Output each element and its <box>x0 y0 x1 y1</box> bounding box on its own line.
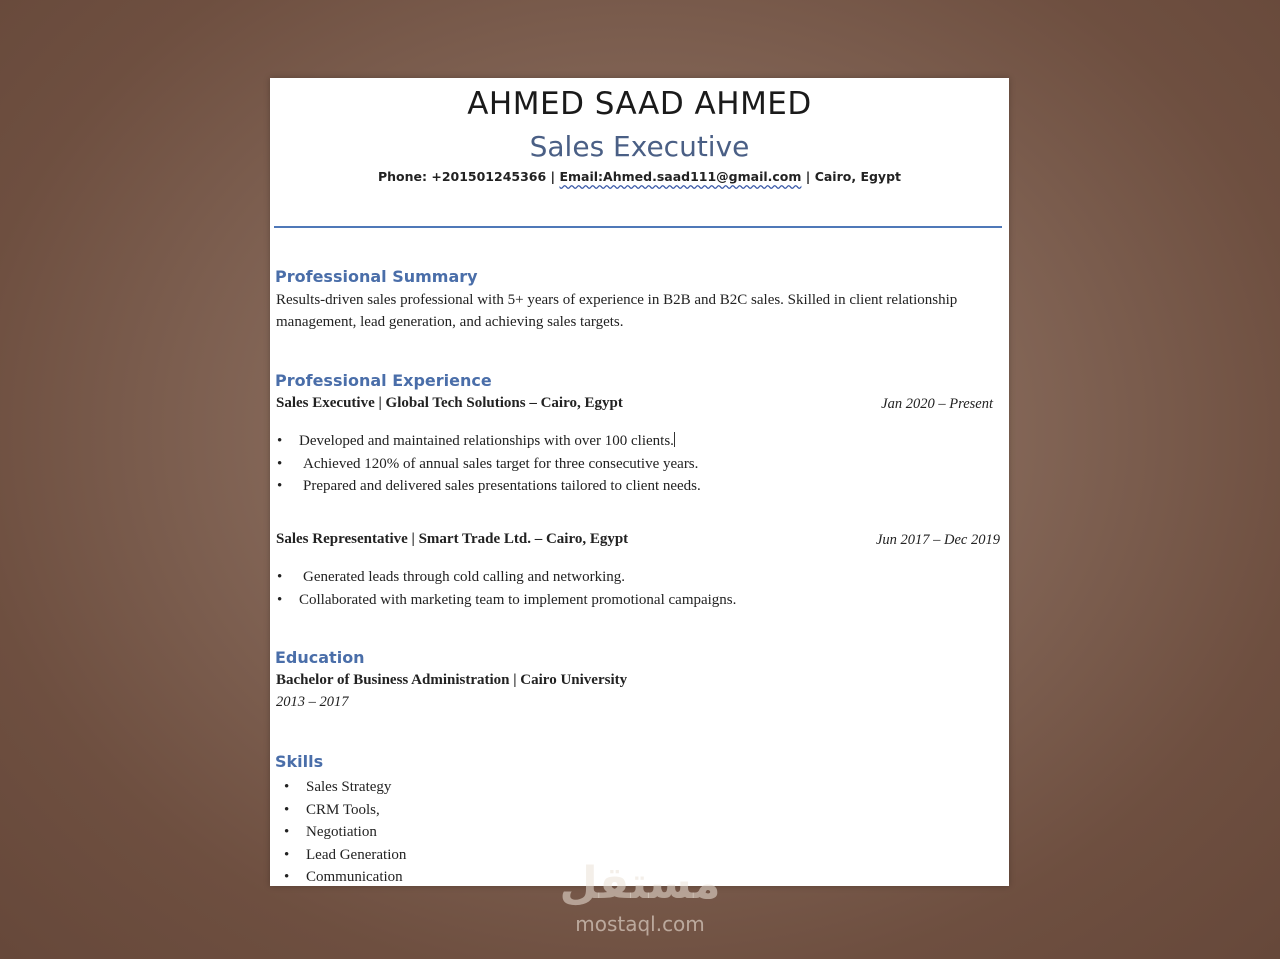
job-1-bullets <box>273 430 701 498</box>
summary-heading: Professional Summary <box>275 267 478 286</box>
header-divider <box>274 226 1002 228</box>
separator: | <box>801 169 815 184</box>
email-link[interactable]: Email:Ahmed.saad111@gmail.com <box>559 169 802 184</box>
list-item: • Developed and maintained relationships with over 100 clients. <box>273 430 701 453</box>
phone: Phone: +201501245366 <box>377 169 547 184</box>
job-1-role: Sales Executive | Global Tech Solutions – Cairo, Egypt <box>276 395 623 411</box>
watermark-logo-arabic: مستقل <box>559 858 721 909</box>
resume-page <box>270 78 1009 886</box>
list-item: • Generated leads through cold calling and networking. <box>273 566 736 589</box>
watermark-logo-url: mostaql.com <box>575 912 705 936</box>
separator: | <box>546 169 560 184</box>
list-item: • Lead Generation <box>280 844 406 867</box>
education-years: 2013 – 2017 <box>276 694 349 710</box>
contact-line <box>270 169 1009 184</box>
list-item: • Communication <box>280 866 406 886</box>
experience-heading: Professional Experience <box>275 371 492 390</box>
list-item: • Collaborated with marketing team to implement promotional campaigns. <box>273 589 736 612</box>
location: Cairo, Egypt <box>814 169 902 184</box>
list-item: • Sales Strategy <box>280 776 406 799</box>
job-title: Sales Executive <box>529 130 750 163</box>
job-2-dates: Jun 2017 – Dec 2019 <box>875 532 1000 548</box>
degree: Bachelor of Business Administration | Cairo University <box>276 672 628 688</box>
list-item: • Negotiation <box>280 821 406 844</box>
job-2-role: Sales Representative | Smart Trade Ltd. – Cairo, Egypt <box>276 531 629 547</box>
skills-heading: Skills <box>275 752 324 771</box>
list-item: • CRM Tools, <box>280 799 406 822</box>
text-cursor <box>674 432 675 447</box>
job-2-bullets <box>273 566 736 611</box>
list-item: • Prepared and delivered sales presentations tailored to client needs. <box>273 475 701 498</box>
skills-list <box>280 776 406 886</box>
job-1-dates: Jan 2020 – Present <box>881 396 993 412</box>
summary-text: Results-driven sales professional with 5+ years of experience in B2B and B2C sales. Skilled in client relationship management, lead generation, and achieving sales targets. <box>276 292 958 330</box>
education-heading: Education <box>275 648 365 667</box>
list-item: • Achieved 120% of annual sales target for three consecutive years. <box>273 453 701 476</box>
candidate-name: AHMED SAAD AHMED <box>467 86 812 122</box>
